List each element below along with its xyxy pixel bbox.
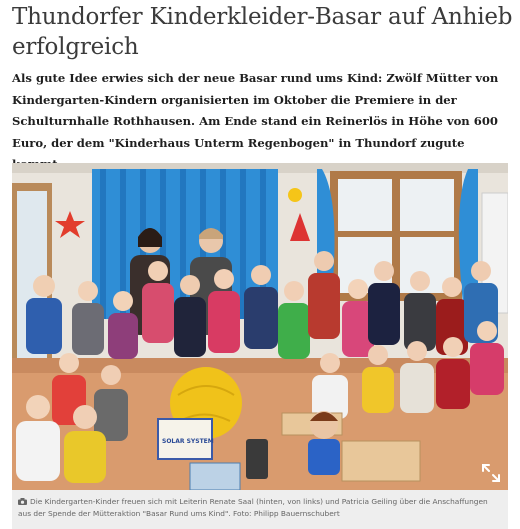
photo-caption-text: Die Kindergarten-Kinder freuen sich mit Leiterin Renate Saal (hinten, von links) und Patricia Geiling über die Anschaffungen aus der Spende der Mütteraktion "Basar Rund ums Kind". Foto: Philipp Bauernschubert (18, 497, 488, 518)
camera-icon (18, 498, 27, 505)
article-headline: Thundorfer Kinderkleider-Basar auf Anhieb erfolgreich (12, 4, 513, 60)
photo-caption (12, 490, 508, 529)
article-lead: Als gute Idee erwies sich der neue Basar rund ums Kind: Zwölf Mütter von Kindergarten-Kindern organisierten im Oktober die Premiere in der Schulturnhalle Rothhausen. Am Ende stand ein Reinerlös in Höhe von 600 Euro, der dem "Kinderhaus Unterm Regenbogen" in Thundorf zugute (12, 71, 499, 150)
solar-system-box-label: SOLAR SYSTEM (162, 438, 214, 445)
expand-icon[interactable] (480, 462, 502, 484)
photo-illustration (12, 163, 508, 490)
article-photo[interactable] (12, 163, 508, 490)
